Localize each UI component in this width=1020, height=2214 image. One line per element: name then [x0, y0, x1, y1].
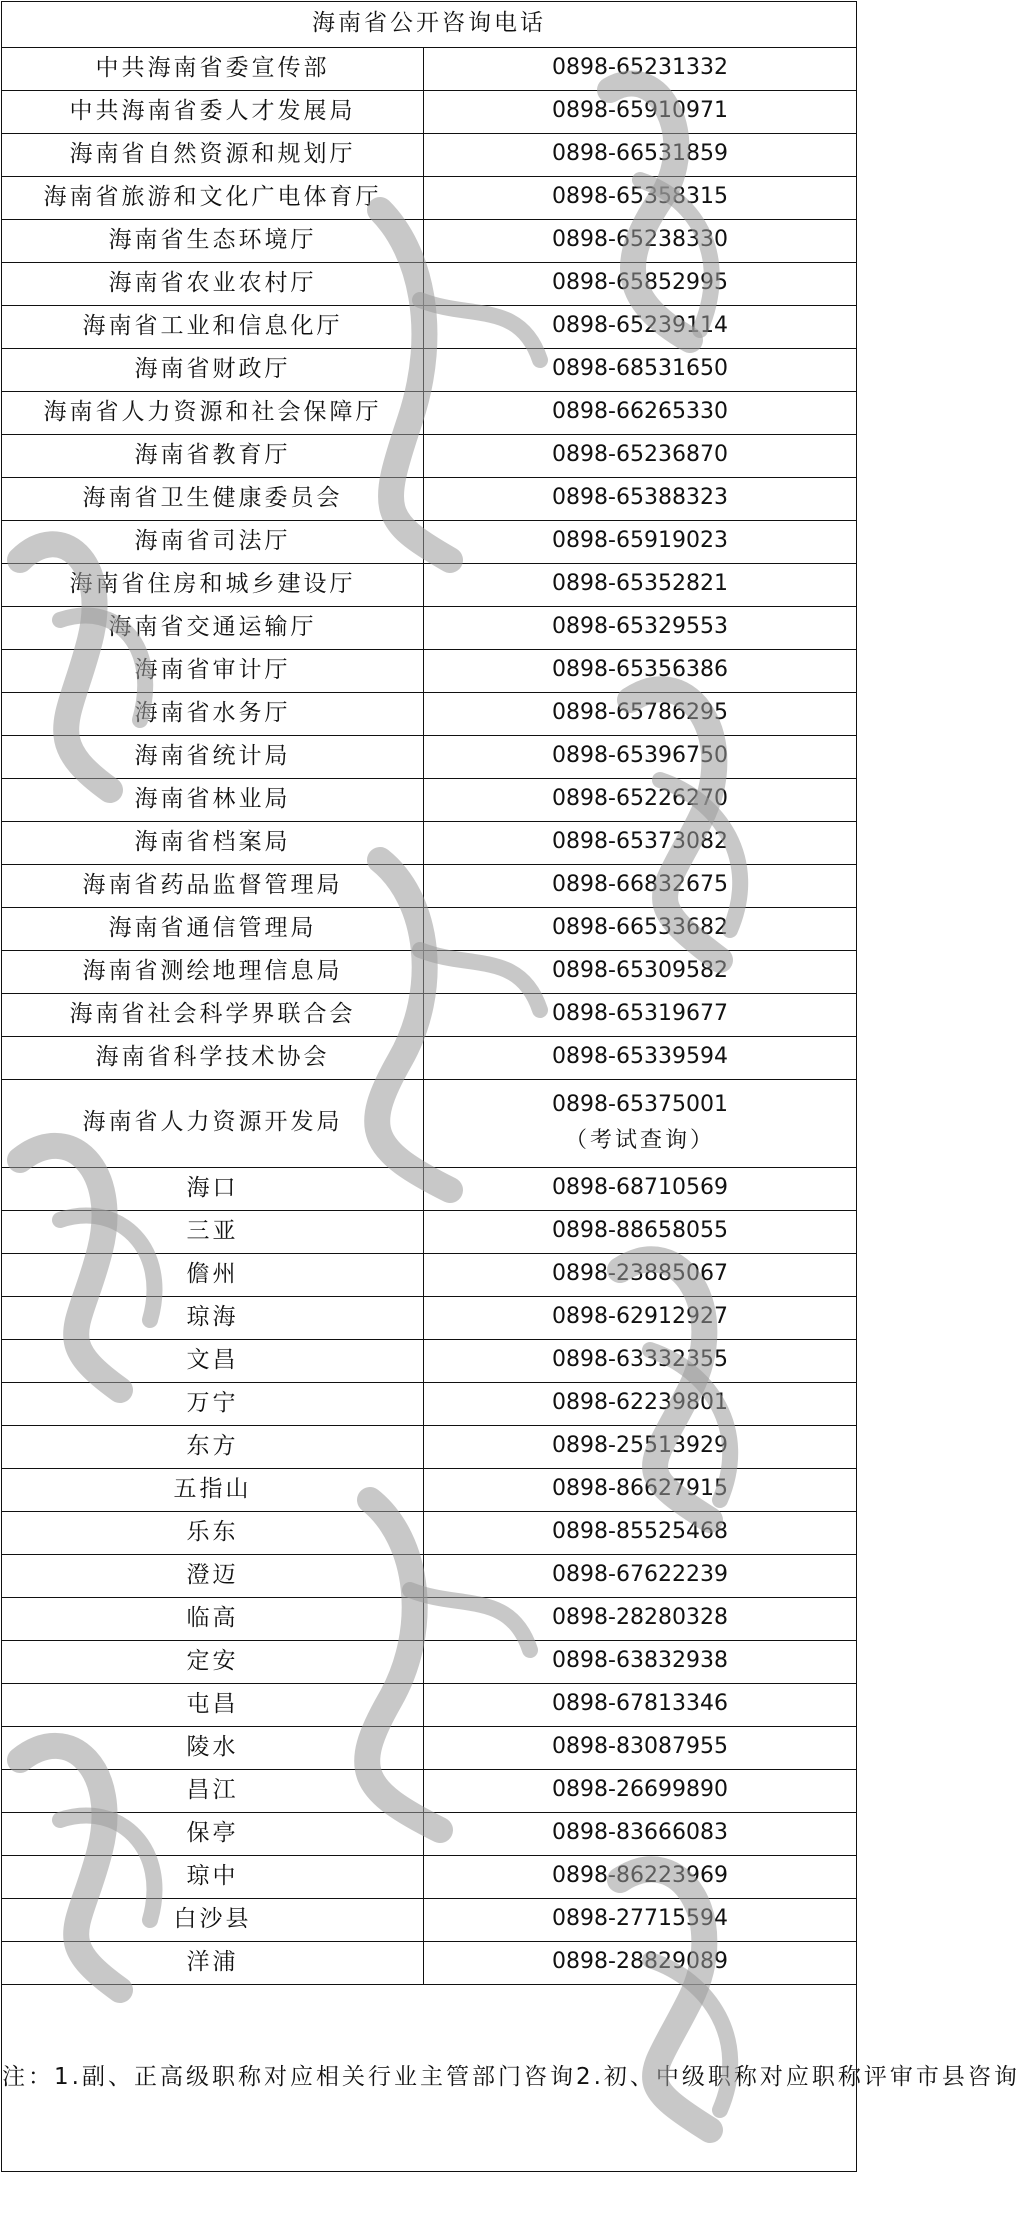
phone-cell: 0898-65356386	[424, 649, 857, 692]
phone-cell: 0898-65226270	[424, 778, 857, 821]
phone-cell: 0898-62239801	[424, 1382, 857, 1425]
table-row	[2, 520, 857, 563]
table-row	[2, 1210, 857, 1253]
phone-cell: 0898-65373082	[424, 821, 857, 864]
table-row	[2, 907, 857, 950]
phone-cell: 0898-28280328	[424, 1597, 857, 1640]
table-row	[2, 1468, 857, 1511]
table-row	[2, 1855, 857, 1898]
department-name-cell: 保亭	[2, 1812, 424, 1855]
phone-cell: 0898-65236870	[424, 434, 857, 477]
table-row	[2, 993, 857, 1036]
phone-cell: 0898-86627915	[424, 1468, 857, 1511]
phone-cell: 0898-65231332	[424, 47, 857, 90]
phone-cell: 0898-65339594	[424, 1036, 857, 1079]
department-name-cell: 海南省药品监督管理局	[2, 864, 424, 907]
table-row	[2, 1339, 857, 1382]
department-name-cell: 海南省住房和城乡建设厅	[2, 563, 424, 606]
department-name-cell: 海南省社会科学界联合会	[2, 993, 424, 1036]
table-row	[2, 950, 857, 993]
department-name-cell: 海口	[2, 1167, 424, 1210]
table-row	[2, 1812, 857, 1855]
phone-cell: 0898-65352821	[424, 563, 857, 606]
phone-cell: 0898-65388323	[424, 477, 857, 520]
phone-cell: 0898-68710569	[424, 1167, 857, 1210]
table-row	[2, 1726, 857, 1769]
table-row	[2, 606, 857, 649]
department-name-cell: 五指山	[2, 1468, 424, 1511]
department-name-cell: 临高	[2, 1597, 424, 1640]
table-row	[2, 1167, 857, 1210]
table-row	[2, 262, 857, 305]
contact-table	[1, 1, 1020, 2172]
department-name-cell: 文昌	[2, 1339, 424, 1382]
phone-cell: 0898-83666083	[424, 1812, 857, 1855]
phone-cell: 0898-65319677	[424, 993, 857, 1036]
department-name-cell: 海南省人力资源和社会保障厅	[2, 391, 424, 434]
department-name-cell: 儋州	[2, 1253, 424, 1296]
phone-cell: 0898-65786295	[424, 692, 857, 735]
department-name-cell: 中共海南省委人才发展局	[2, 90, 424, 133]
department-name-cell: 海南省统计局	[2, 735, 424, 778]
department-name-cell: 海南省林业局	[2, 778, 424, 821]
table-row	[2, 649, 857, 692]
phone-cell: 0898-65910971	[424, 90, 857, 133]
table-row	[2, 434, 857, 477]
table-row	[2, 1941, 857, 1984]
phone-cell: 0898-65396750	[424, 735, 857, 778]
table-row	[2, 1079, 857, 1167]
table-row	[2, 1769, 857, 1812]
department-name-cell: 海南省通信管理局	[2, 907, 424, 950]
note-row	[2, 1984, 857, 2171]
department-name-cell: 海南省卫生健康委员会	[2, 477, 424, 520]
table-row	[2, 47, 857, 90]
table-row	[2, 305, 857, 348]
phone-number: 0898-65375001	[552, 1091, 728, 1117]
phone-cell: 0898-88658055	[424, 1210, 857, 1253]
table-row	[2, 778, 857, 821]
department-name-cell: 海南省农业农村厅	[2, 262, 424, 305]
phone-cell: 0898-83087955	[424, 1726, 857, 1769]
table-row	[2, 1382, 857, 1425]
table-row	[2, 1511, 857, 1554]
department-name-cell: 白沙县	[2, 1898, 424, 1941]
department-name-cell: 海南省生态环境厅	[2, 219, 424, 262]
department-name-cell: 定安	[2, 1640, 424, 1683]
phone-cell	[424, 1079, 857, 1167]
department-name-cell: 陵水	[2, 1726, 424, 1769]
table-row	[2, 1640, 857, 1683]
table-row	[2, 176, 857, 219]
table-row	[2, 348, 857, 391]
department-name-cell: 海南省司法厅	[2, 520, 424, 563]
department-name-cell: 海南省自然资源和规划厅	[2, 133, 424, 176]
phone-cell: 0898-67813346	[424, 1683, 857, 1726]
contact-table-body	[2, 2, 1020, 2172]
phone-cell: 0898-68531650	[424, 348, 857, 391]
phone-cell: 0898-63332355	[424, 1339, 857, 1382]
phone-note: （考试查询）	[564, 1128, 715, 1153]
table-row	[2, 1597, 857, 1640]
phone-cell: 0898-67622239	[424, 1554, 857, 1597]
footnote: 注：1.副、正高级职称对应相关行业主管部门咨询2.初、中级职称对应职称评审市县咨询	[2, 1984, 857, 2171]
phone-cell: 0898-65358315	[424, 176, 857, 219]
department-name-cell: 海南省档案局	[2, 821, 424, 864]
department-name-cell: 海南省交通运输厅	[2, 606, 424, 649]
table-row	[2, 1253, 857, 1296]
phone-cell: 0898-62912927	[424, 1296, 857, 1339]
department-name-cell: 海南省审计厅	[2, 649, 424, 692]
department-name-cell: 海南省科学技术协会	[2, 1036, 424, 1079]
department-name-cell: 海南省测绘地理信息局	[2, 950, 424, 993]
phone-cell: 0898-65329553	[424, 606, 857, 649]
table-row	[2, 477, 857, 520]
department-name-cell: 屯昌	[2, 1683, 424, 1726]
department-name-cell: 海南省工业和信息化厅	[2, 305, 424, 348]
table-row	[2, 821, 857, 864]
table-row	[2, 735, 857, 778]
department-name-cell: 东方	[2, 1425, 424, 1468]
phone-cell: 0898-27715594	[424, 1898, 857, 1941]
table-row	[2, 563, 857, 606]
phone-cell: 0898-65852995	[424, 262, 857, 305]
phone-cell: 0898-86223969	[424, 1855, 857, 1898]
phone-cell: 0898-66832675	[424, 864, 857, 907]
table-row	[2, 692, 857, 735]
department-name-cell: 海南省水务厅	[2, 692, 424, 735]
phone-cell: 0898-65238330	[424, 219, 857, 262]
department-name-cell: 乐东	[2, 1511, 424, 1554]
table-row	[2, 1683, 857, 1726]
department-name-cell: 海南省旅游和文化广电体育厅	[2, 176, 424, 219]
phone-cell: 0898-65309582	[424, 950, 857, 993]
title-row	[2, 2, 857, 48]
department-name-cell: 三亚	[2, 1210, 424, 1253]
department-name-cell: 中共海南省委宣传部	[2, 47, 424, 90]
phone-cell: 0898-66531859	[424, 133, 857, 176]
table-row	[2, 133, 857, 176]
phone-cell: 0898-65919023	[424, 520, 857, 563]
phone-cell: 0898-85525468	[424, 1511, 857, 1554]
department-name-cell: 洋浦	[2, 1941, 424, 1984]
table-title: 海南省公开咨询电话	[2, 2, 857, 48]
phone-cell: 0898-26699890	[424, 1769, 857, 1812]
department-name-cell: 琼海	[2, 1296, 424, 1339]
table-row	[2, 391, 857, 434]
table-row	[2, 90, 857, 133]
phone-cell: 0898-66533682	[424, 907, 857, 950]
table-row	[2, 219, 857, 262]
table-row	[2, 1296, 857, 1339]
table-row	[2, 1898, 857, 1941]
department-name-cell: 昌江	[2, 1769, 424, 1812]
department-name-cell: 万宁	[2, 1382, 424, 1425]
phone-cell: 0898-28829089	[424, 1941, 857, 1984]
department-name-cell: 澄迈	[2, 1554, 424, 1597]
phone-cell: 0898-63832938	[424, 1640, 857, 1683]
phone-cell: 0898-23885067	[424, 1253, 857, 1296]
phone-cell: 0898-65239114	[424, 305, 857, 348]
table-row	[2, 1425, 857, 1468]
phone-cell: 0898-66265330	[424, 391, 857, 434]
table-row	[2, 1036, 857, 1079]
department-name-cell: 琼中	[2, 1855, 424, 1898]
department-name-cell: 海南省教育厅	[2, 434, 424, 477]
department-name-cell: 海南省财政厅	[2, 348, 424, 391]
table-row	[2, 864, 857, 907]
table-row	[2, 1554, 857, 1597]
phone-cell: 0898-25513929	[424, 1425, 857, 1468]
department-name-cell: 海南省人力资源开发局	[2, 1079, 424, 1167]
